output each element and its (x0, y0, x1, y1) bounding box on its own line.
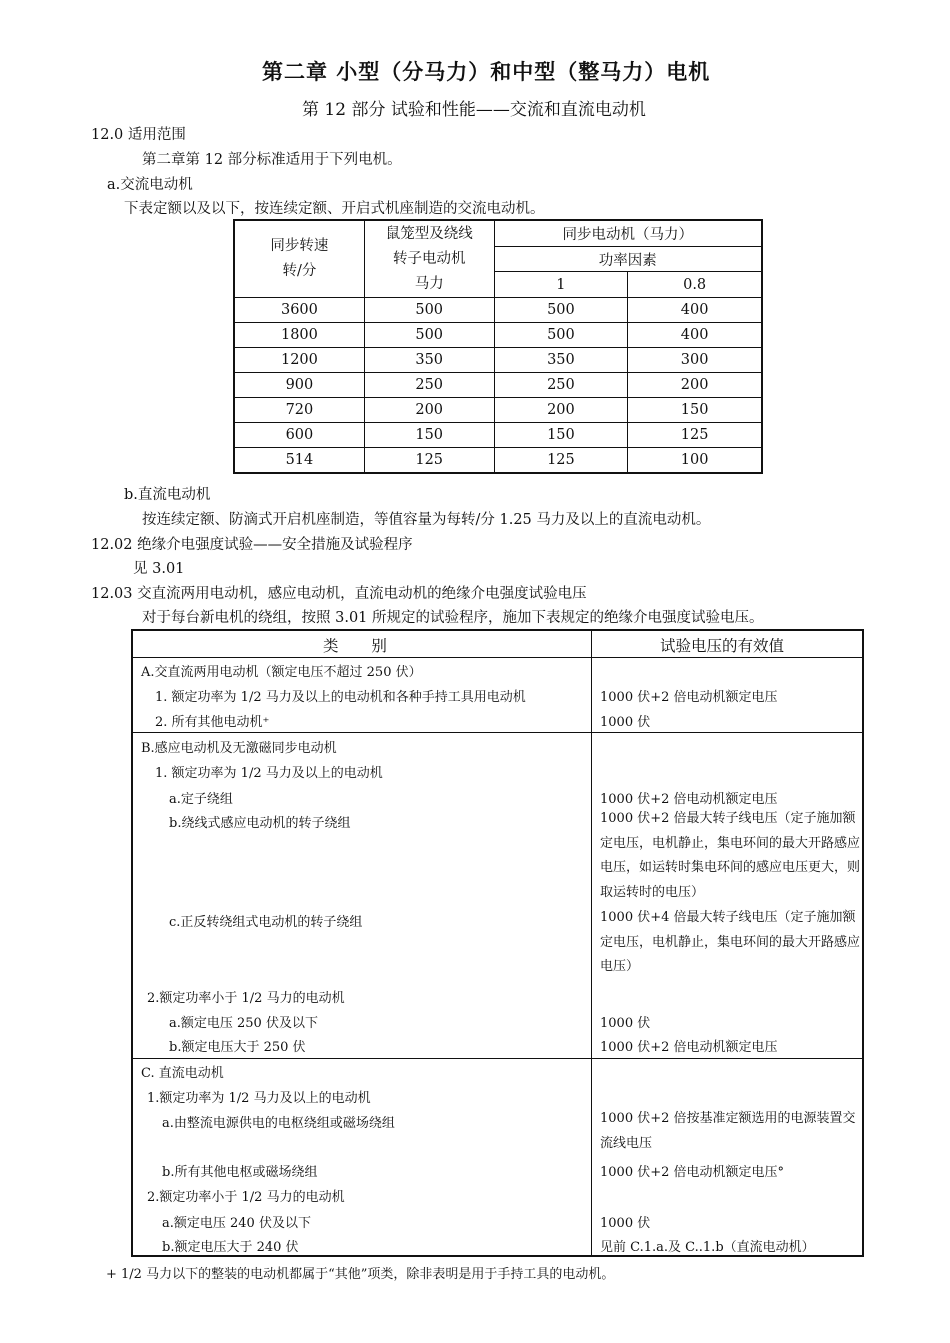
section-12-03-heading: 12.03 交直流两用电动机，感应电动机，直流电动机的绝缘介电强度试验电压 (91, 586, 587, 602)
section-12-02-heading: 12.02 绝缘介电强度试验——安全措施及试验程序 (91, 537, 413, 553)
category-c-1-b-value: 1000 伏+2 倍电动机额定电压° (600, 1165, 785, 1180)
header-pf-0-8: 0.8 (628, 272, 762, 298)
category-c-1-a: a.由整流电源供电的电枢绕组或磁场绕组 (162, 1116, 395, 1131)
ac-motor-rating-table (233, 219, 763, 474)
page-subtitle: 第 12 部分 试验和性能——交流和直流电动机 (302, 100, 646, 120)
category-b-2-a-value: 1000 伏 (600, 1016, 651, 1031)
category-b-2-b: b.额定电压大于 250 伏 (169, 1040, 306, 1055)
table-row: 514 125 125 100 (234, 448, 762, 474)
category-b-1-a-value: 1000 伏+2 倍电动机额定电压 (600, 792, 778, 807)
table-row: 720 200 200 150 (234, 398, 762, 423)
category-c-2: 2.额定功率小于 1/2 马力的电动机 (147, 1190, 345, 1205)
category-c-1: 1.额定功率为 1/2 马力及以上的电动机 (147, 1091, 371, 1106)
header-squirrel-cage: 鼠笼型及绕线 转子电动机 马力 (364, 220, 494, 298)
dielectric-test-voltage-table (131, 629, 864, 1257)
category-b-2-b-value: 1000 伏+2 倍电动机额定电压 (600, 1040, 778, 1055)
footnote: + 1/2 马力以下的整装的电动机都属于“其他”项类，除非表明是用于手持工具的电动机。 (106, 1267, 615, 1282)
category-b-1-c: c.正反转绕组式电动机的转子绕组 (169, 915, 363, 930)
category-c-1-a-value: 1000 伏+2 倍按基准定额选用的电源装置交流线电压 (600, 1111, 856, 1151)
category-c-2-b-value: 见前 C.1.a.及 C..1.b（直流电动机） (600, 1240, 815, 1255)
page-title: 第二章 小型（分马力）和中型（整马力）电机 (262, 59, 711, 84)
table-row: 1800 500 500 400 (234, 323, 762, 348)
category-b-1-c-value: 1000 伏+4 倍最大转子线电压（定子施加额定电压，电机静止，集电环间的最大开路感应电压） (600, 910, 861, 975)
header-sync-motor: 同步电动机（马力） (494, 220, 762, 246)
header-test-voltage: 试验电压的有效值 (660, 637, 785, 655)
section-12-02-text: 见 3.01 (133, 561, 185, 577)
category-a-1-value: 1000 伏+2 倍电动机额定电压 (600, 690, 778, 705)
section-12-0-intro: 第二章第 12 部分标准适用于下列电机。 (142, 152, 402, 168)
category-b-1-a: a.定子绕组 (169, 792, 233, 807)
ac-motor-text: 下表定额以及以下，按连续定额、开启式机座制造的交流电动机。 (124, 201, 545, 217)
dc-motor-label: b.直流电动机 (124, 487, 211, 503)
category-c-1-b: b.所有其他电枢或磁场绕组 (162, 1165, 318, 1180)
ac-motor-label: a.交流电动机 (107, 177, 193, 193)
header-sync-speed: 同步转速 转/分 (234, 220, 364, 298)
category-c-title: C. 直流电动机 (141, 1066, 224, 1081)
category-c-2-a-value: 1000 伏 (600, 1216, 651, 1231)
section-12-0-heading: 12.0 适用范围 (91, 127, 186, 143)
category-b-2: 2.额定功率小于 1/2 马力的电动机 (147, 991, 345, 1006)
category-a-2: 2. 所有其他电动机⁺ (155, 715, 270, 730)
header-category: 类 别 (323, 637, 387, 655)
category-b-1-b: b.绕线式感应电动机的转子绕组 (169, 816, 351, 831)
table-row: 900 250 250 200 (234, 373, 762, 398)
header-pf-1: 1 (494, 272, 628, 298)
category-b-2-a: a.额定电压 250 伏及以下 (169, 1016, 318, 1031)
category-c-2-a: a.额定电压 240 伏及以下 (162, 1216, 311, 1231)
category-a-title: A.交直流两用电动机（额定电压不超过 250 伏） (141, 665, 422, 680)
category-b-title: B.感应电动机及无激磁同步电动机 (141, 741, 337, 756)
header-power-factor: 功率因素 (494, 246, 762, 272)
dc-motor-text: 按连续定额、防滴式开启机座制造，等值容量为每转/分 1.25 马力及以上的直流电动机。 (142, 512, 711, 528)
section-12-03-text: 对于每台新电机的绕组，按照 3.01 所规定的试验程序，施加下表规定的绝缘介电强度试验电压。 (142, 610, 764, 626)
category-a-2-value: 1000 伏 (600, 715, 651, 730)
category-b-1-b-value: 1000 伏+2 倍最大转子线电压（定子施加额定电压，电机静止，集电环间的最大开路感应电压，如运转时集电环间的感应电压更大，则取运转时的电压） (600, 811, 861, 900)
table-row: 3600 500 500 400 (234, 298, 762, 323)
category-c-2-b: b.额定电压大于 240 伏 (162, 1240, 299, 1255)
category-a-1: 1. 额定功率为 1/2 马力及以上的电动机和各种手持工具用电动机 (155, 690, 526, 705)
table-row: 1200 350 350 300 (234, 348, 762, 373)
table-row: 600 150 150 125 (234, 423, 762, 448)
category-b-1: 1. 额定功率为 1/2 马力及以上的电动机 (155, 766, 383, 781)
